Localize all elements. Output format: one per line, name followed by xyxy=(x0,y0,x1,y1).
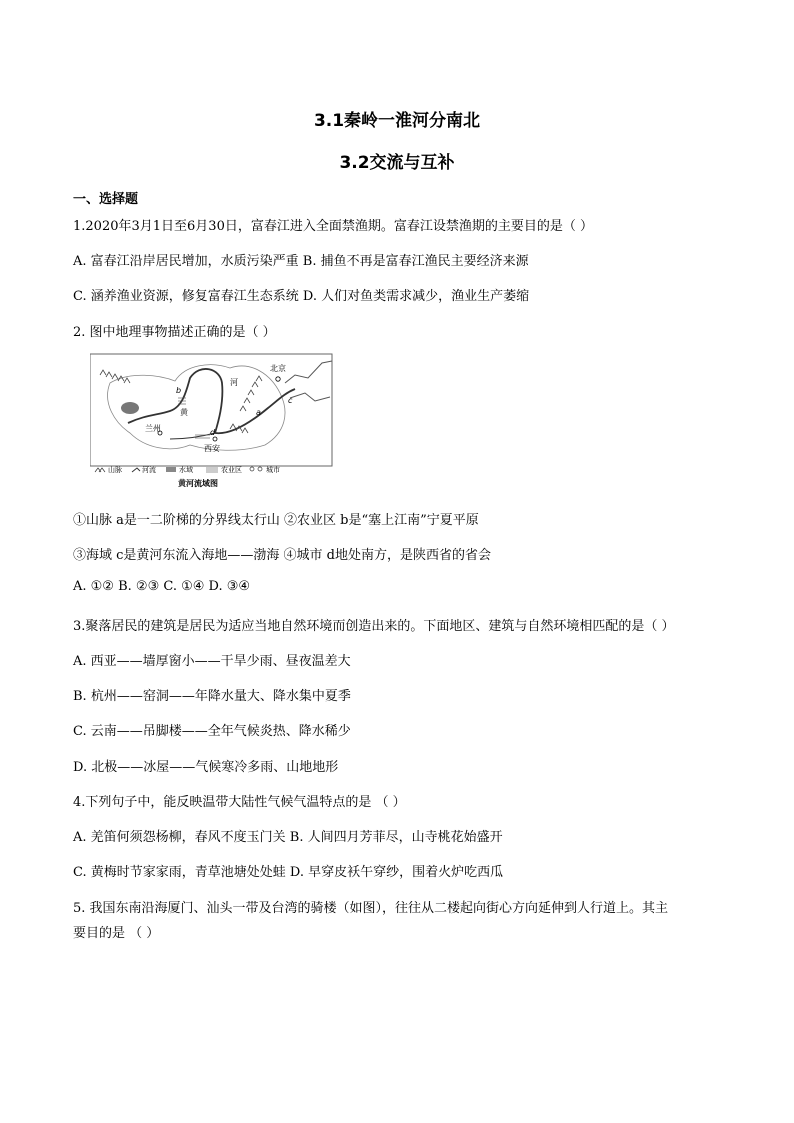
label-xian: 西安 xyxy=(204,444,220,453)
label-lanzhou: 兰州 xyxy=(145,424,161,433)
svg-text:城市: 城市 xyxy=(266,466,280,474)
label-he: 河 xyxy=(230,378,238,387)
label-huang: 黄 xyxy=(180,408,188,417)
section-heading: 一、选择题 xyxy=(73,192,139,207)
question-3-option-a: A. 西亚——墙厚窗小——干旱少雨、昼夜温差大 xyxy=(73,654,351,669)
question-3-stem: 3.聚落居民的建筑是居民为适应当地自然环境而创造出来的。下面地区、建筑与自然环境相匹配的是（ ） xyxy=(73,619,675,634)
question-4-stem: 4.下列句子中，能反映温带大陆性气候气温特点的是 （ ） xyxy=(73,795,406,810)
map-caption: 黄河流域图 xyxy=(178,479,218,488)
question-2-statements-12: ①山脉 a是一二阶梯的分界线太行山 ②农业区 b是“塞上江南”宁夏平原 xyxy=(73,513,479,528)
question-1-stem: 1.2020年3月1日至6月30日，富春江进入全面禁渔期。富春江设禁渔期的主要目的是（ ） xyxy=(73,219,593,234)
svg-text:河流: 河流 xyxy=(142,466,156,474)
question-2-options: A. ①② B. ②③ C. ①④ D. ③④ xyxy=(73,579,251,594)
question-5-stem-line2: 要目的是 （ ） xyxy=(73,926,160,941)
title-chapter-3-2: 3.2交流与互补 xyxy=(339,153,455,173)
label-c: c xyxy=(288,396,293,405)
svg-text:水域: 水域 xyxy=(179,466,193,474)
question-4-options-cd: C. 黄梅时节家家雨，青草池塘处处蛙 D. 早穿皮袄午穿纱，围着火炉吃西瓜 xyxy=(73,865,504,880)
question-2-stem: 2. 图中地理事物描述正确的是（ ） xyxy=(73,325,276,340)
label-b: b xyxy=(176,386,182,395)
question-4-options-ab: A. 羌笛何须怨杨柳，春风不度玉门关 B. 人间四月芳菲尽，山寺桃花始盛开 xyxy=(73,830,503,845)
question-1-options-cd: C. 涵养渔业资源，修复富春江生态系统 D. 人们对鱼类需求减少，渔业生产萎缩 xyxy=(73,289,530,304)
question-2-statements-34: ③海域 c是黄河东流入海地——渤海 ④城市 d地处南方，是陕西省的省会 xyxy=(73,548,491,563)
city-xian-icon xyxy=(213,437,217,441)
question-1-options-ab: A. 富春江沿岸居民增加，水质污染严重 B. 捕鱼不再是富春江渔民主要经济来源 xyxy=(73,254,529,269)
label-d: d xyxy=(210,428,216,437)
question-5-stem-line1: 5. 我国东南沿海厦门、汕头一带及台湾的骑楼（如图），往往从二楼起向街心方向延伸到人行道上。其主 xyxy=(73,901,669,916)
question-3-option-d: D. 北极——冰屋——气候寒冷多雨、山地地形 xyxy=(73,760,339,775)
question-3-option-c: C. 云南——吊脚楼——全年气候炎热、降水稀少 xyxy=(73,724,351,739)
label-beijing: 北京 xyxy=(270,364,286,373)
yellow-river-basin-map xyxy=(90,353,333,490)
label-a: a xyxy=(256,408,261,417)
question-3-option-b: B. 杭州——窑洞——年降水量大、降水集中夏季 xyxy=(73,689,351,704)
city-beijing-icon xyxy=(276,377,280,381)
title-chapter-3-1: 3.1秦岭一淮河分南北 xyxy=(313,111,481,131)
svg-text:山脉: 山脉 xyxy=(108,466,122,474)
svg-text:农业区: 农业区 xyxy=(221,466,242,474)
